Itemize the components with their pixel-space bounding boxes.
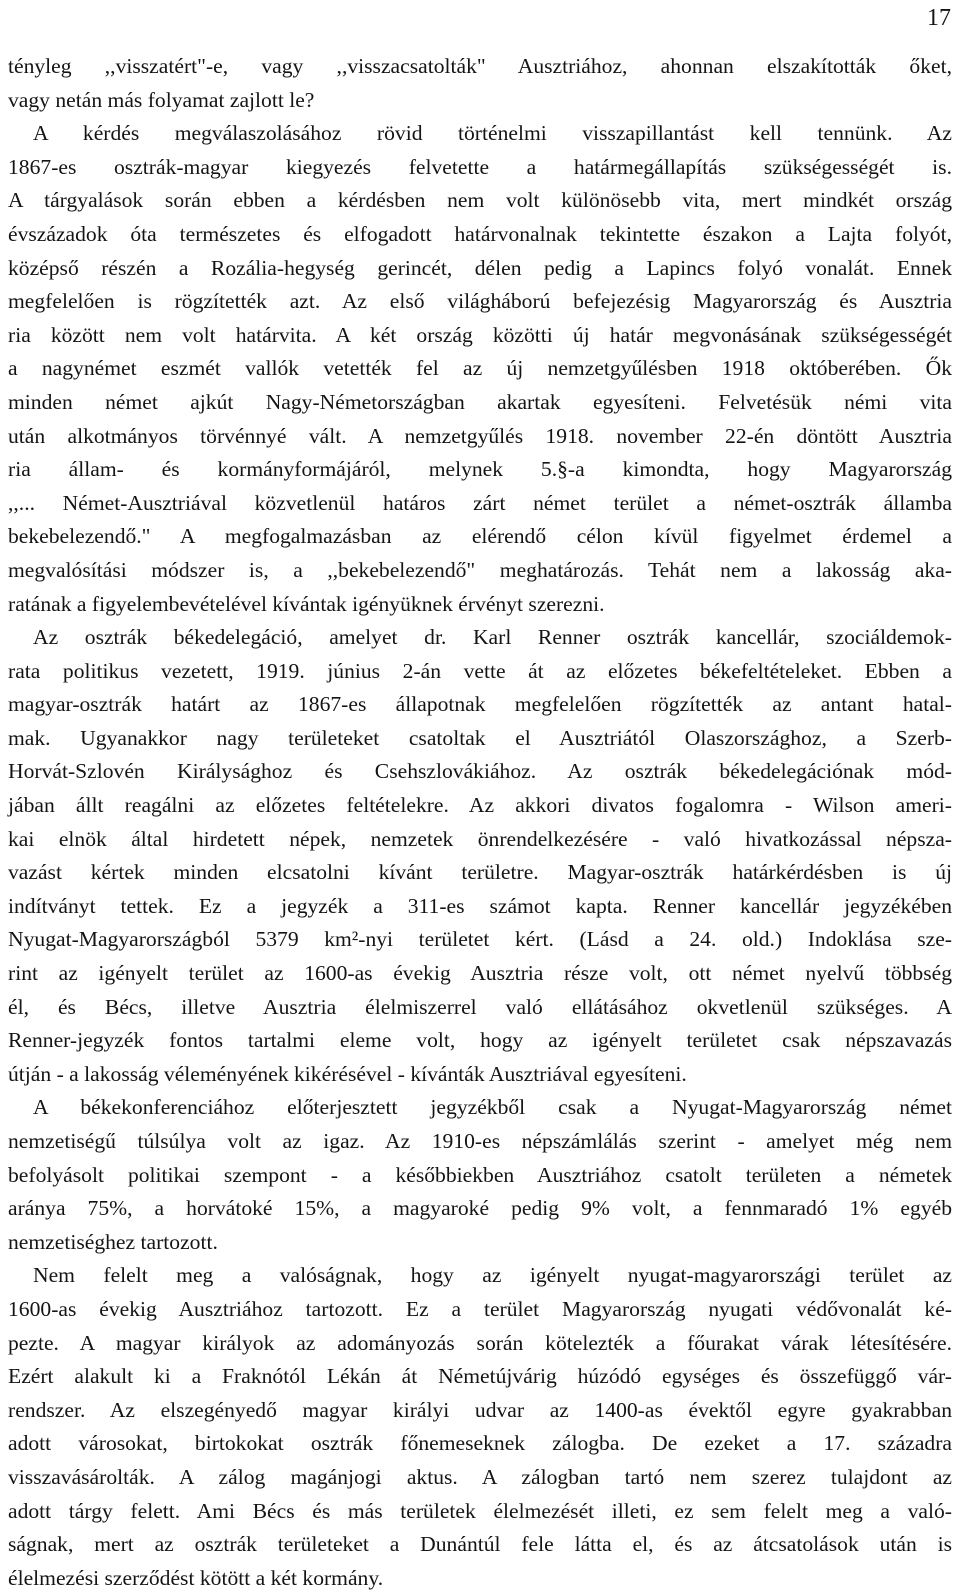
- text-line: pezte. A magyar királyok az adományozás során kötelezték a főurakat várak létesítésére.: [8, 1330, 952, 1355]
- text-line: rata politikus vezetett, 1919. június 2-án vette át az előzetes békefeltételeket. Ebben a: [8, 658, 952, 683]
- text-line: visszavásárolták. A zálog magánjogi aktus. A zálogban tartó nem szerez tulajdont az: [8, 1464, 952, 1489]
- text-line: Renner-jegyzék fontos tartalmi eleme volt, hogy az igényelt területet csak népszavazás: [8, 1028, 952, 1053]
- text-line: évszázadok óta természetes és elfogadott határvonalnak tekintette északon a Lajta folyót,: [8, 221, 952, 246]
- text-line: Horvát-Szlovén Királysághoz és Csehszlovákiához. Az osztrák békedelegációnak mód-: [8, 759, 952, 784]
- text-line: élelmezési szerződést kötött a két kormány.: [8, 1565, 384, 1590]
- text-line: vagy netán más folyamat zajlott le?: [8, 87, 315, 112]
- text-line: 1600-as évekig Ausztriához tartozott. Ez a terület Magyarország nyugati védővonalát ké-: [8, 1296, 952, 1321]
- text-line: A békekonferenciához előterjesztett jegyzékből csak a Nyugat-Magyarország német: [33, 1095, 952, 1120]
- text-line: ratának a figyelembevételével kívántak igényüknek érvényt szerezni.: [8, 591, 605, 616]
- text-line: befolyásolt politikai szempont - a későbbiekben Ausztriához csatolt területen a németek: [8, 1162, 952, 1187]
- text-line: A kérdés megválaszolásához rövid történelmi visszapillantást kell tennünk. Az: [33, 121, 952, 146]
- text-line: nemzetiségű túlsúlya volt az igaz. Az 1910-es népszámlálás szerint - amelyet még nem: [8, 1129, 952, 1153]
- text-line: Nyugat-Magyarországból 5379 km²-nyi területet kért. (Lásd a 24. old.) Indoklása sze-: [8, 927, 952, 952]
- text-line: minden német ajkút Nagy-Németországban akartak egyesíteni. Felvetésük némi vita: [8, 389, 952, 414]
- text-line: indítványt tettek. Ez a jegyzék a 311-es számot kapta. Renner kancellár jegyzékében: [8, 893, 952, 918]
- text-line: középső részén a Rozália-hegység gerincét, délen pedig a Lapincs folyó vonalát. Ennek: [8, 255, 952, 280]
- text-line: aránya 75%, a horvátoké 15%, a magyaroké pedig 9% volt, a fennmaradó 1% egyéb: [8, 1196, 952, 1221]
- text-line: 1867-es osztrák-magyar kiegyezés felvetette a határmegállapítás szükségességét is.: [8, 154, 952, 179]
- body-text: [8, 50, 952, 1595]
- text-line: megvalósítási módszer is, a ,,bekebelezendő" meghatározás. Tehát nem a lakosság aka-: [8, 557, 952, 582]
- text-line: adott tárgy felett. Ami Bécs és más területek élelmezését illeti, ez sem felelt meg a való-: [8, 1498, 952, 1523]
- text-line: ,,... Német-Ausztriával közvetlenül határos zárt német terület a német-osztrák államba: [8, 490, 952, 515]
- text-line: tényleg ,,visszatért"-e, vagy ,,visszacsatolták" Ausztriához, ahonnan elszakították őket,: [8, 54, 952, 78]
- text-line: a nagynémet eszmét vallók vetették fel az új nemzetgyűlésben 1918 októberében. Ők: [8, 356, 952, 381]
- text-line: megfelelően is rögzítették azt. Az első világháború befejezésig Magyarország és Ausztria: [8, 289, 952, 314]
- text-line: adott városokat, birtokokat osztrák főnemeseknek zálogba. De ezeket a 17. századra: [8, 1431, 952, 1456]
- text-line: jában állt reagálni az előzetes feltételekre. Az akkori divatos fogalomra - Wilson ameri-: [8, 793, 952, 818]
- text-line: mak. Ugyanakkor nagy területeket csatoltak el Ausztriától Olaszországhoz, a Szerb-: [8, 725, 952, 750]
- text-line: ságnak, mert az osztrák területeket a Dunántúl fele látta el, és az átcsatolások után is: [8, 1532, 952, 1557]
- text-line: útján - a lakosság véleményének kikérésével - kívánták Ausztriával egyesíteni.: [8, 1061, 687, 1086]
- text-line: bekebelezendő." A megfogalmazásban az elérendő célon kívül figyelmet érdemel a: [8, 524, 952, 549]
- text-line: Nem felelt meg a valóságnak, hogy az igényelt nyugat-magyarországi terület az: [33, 1263, 952, 1288]
- text-line: kai elnök által hirdetett népek, nemzetek önrendelkezésére - való hivatkozással népsza-: [8, 826, 952, 851]
- text-line: után alkotmányos törvénnyé vált. A nemzetgyűlés 1918. november 22-én döntött Ausztria: [8, 423, 952, 448]
- text-line: nemzetiséghez tartozott.: [8, 1229, 218, 1254]
- text-line: A tárgyalások során ebben a kérdésben nem volt különösebb vita, mert mindkét ország: [8, 188, 952, 213]
- text-line: Az osztrák békedelegáció, amelyet dr. Karl Renner osztrák kancellár, szociáldemok-: [33, 625, 952, 650]
- text-line: vazást kértek minden elcsatolni kívánt területre. Magyar-osztrák határkérdésben is új: [8, 860, 952, 885]
- text-line: ria között nem volt határvita. A két ország közötti új határ megvonásának szükségességét: [8, 322, 952, 347]
- text-line: ria állam- és kormányformájáról, melynek 5.§-a kimondta, hogy Magyarország: [8, 457, 952, 482]
- text-line: magyar-osztrák határt az 1867-es állapotnak megfelelően rögzítették az antant hatal-: [8, 692, 952, 717]
- text-line: él, és Bécs, illetve Ausztria élelmiszerrel való ellátásához okvetlenül szükséges. A: [8, 994, 952, 1019]
- text-line: rint az igényelt terület az 1600-as évekig Ausztria része volt, ott német nyelvű többség: [8, 961, 952, 986]
- text-line: Ezért alakult ki a Fraknótól Lékán át Németújvárig húzódó egységes és összefüggő vár-: [8, 1364, 952, 1389]
- text-line: rendszer. Az elszegényedő magyar királyi udvar az 1400-as évektől egyre gyakrabban: [8, 1397, 952, 1422]
- page-number: 17: [927, 5, 951, 31]
